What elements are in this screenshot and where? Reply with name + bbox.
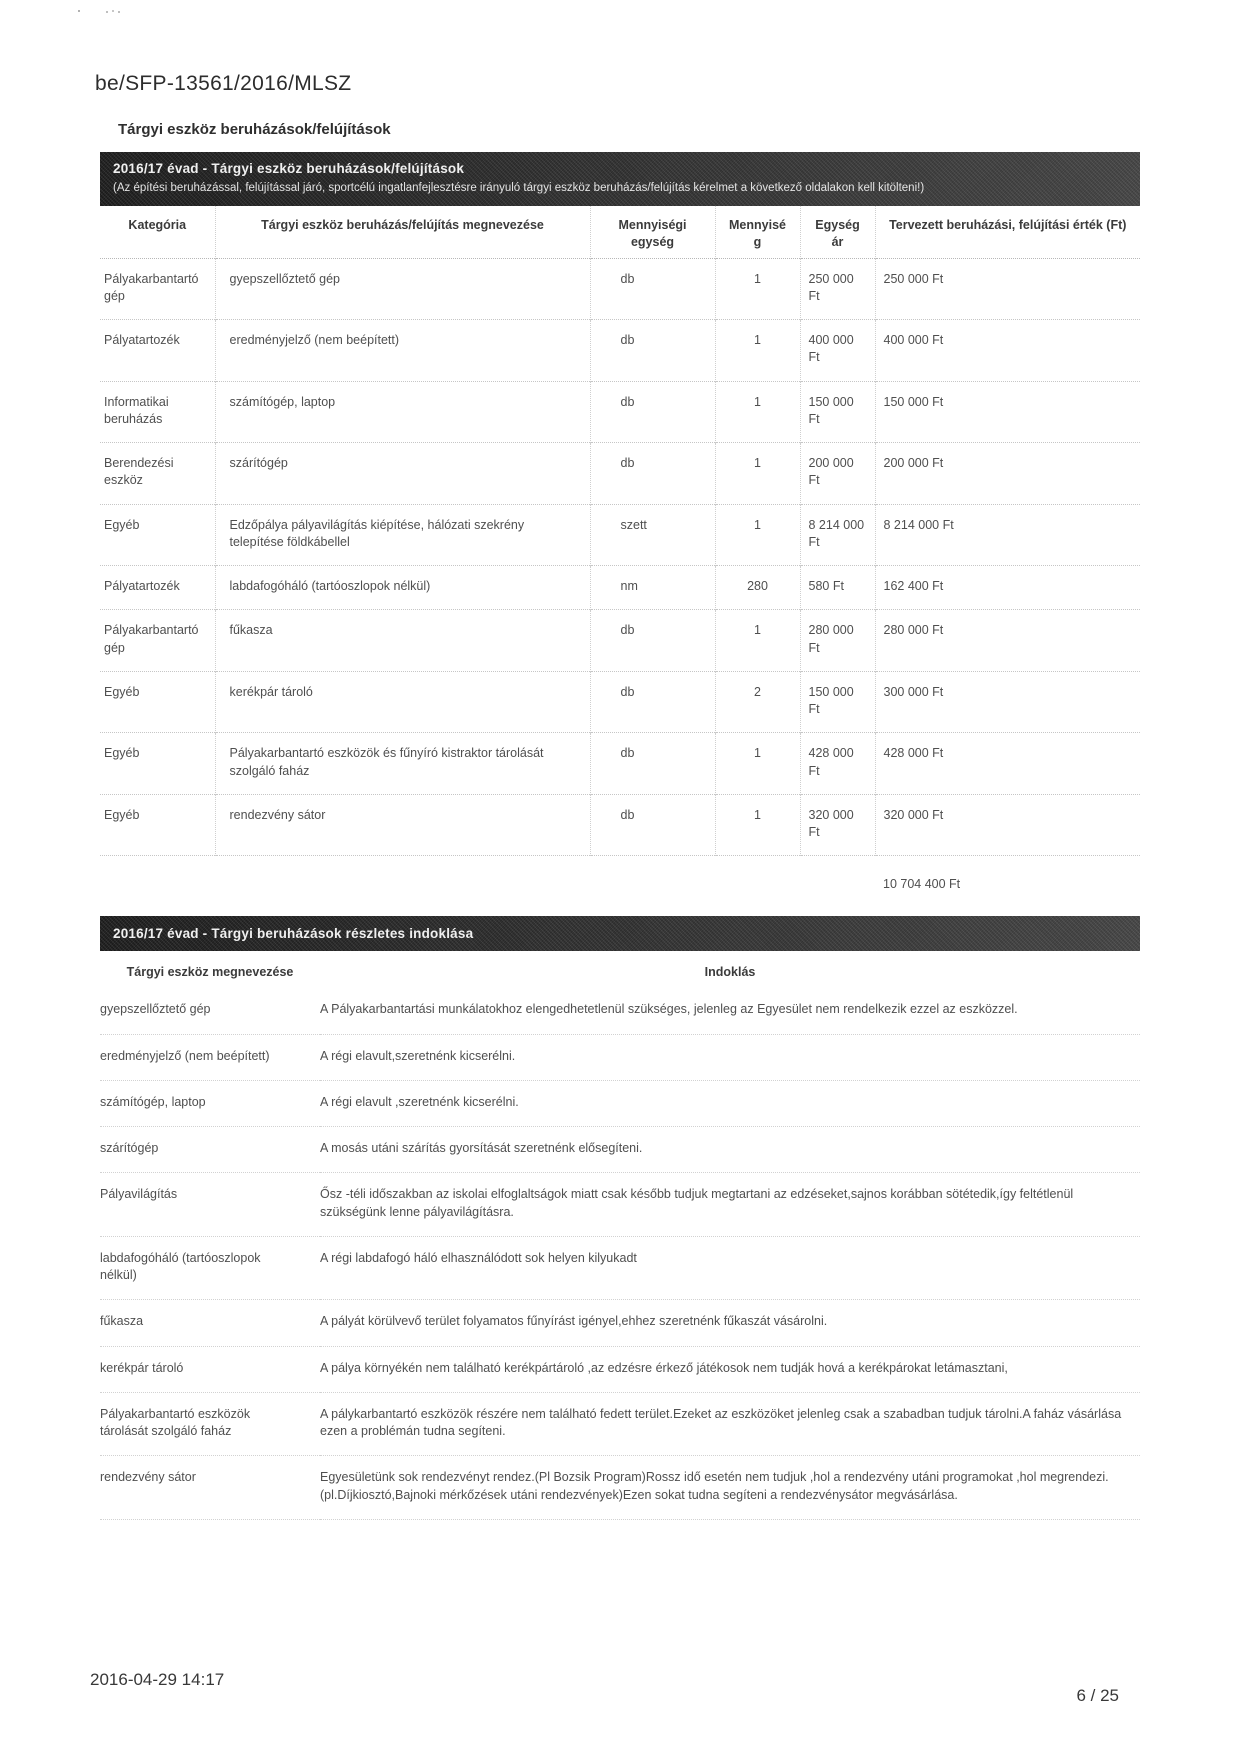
cell-unit-price: 150 000 Ft bbox=[800, 381, 875, 443]
cell-value: 400 000 Ft bbox=[875, 320, 1140, 382]
cell-name: Pályakarbantartó eszközök és fűnyíró kistraktor tárolását szolgáló faház bbox=[215, 733, 590, 795]
investments-table bbox=[100, 206, 1140, 904]
cell-justification: A Pályakarbantartási munkálatokhoz elengedhetetlenül szükséges, jelenleg az Egyesület nem rendelkezik ezzel az eszközzel. bbox=[320, 1002, 1018, 1017]
cell-justification: A mosás utáni szárítás gyorsítását szeretnénk elősegíteni. bbox=[320, 1141, 643, 1156]
cell-unit-price: 200 000 Ft bbox=[800, 443, 875, 505]
cell-name: számítógép, laptop bbox=[100, 1094, 206, 1109]
cell-justification: A pályát körülvevő terület folyamatos fűnyírást igényel,ehhez szeretnénk fűkaszát vásárolni. bbox=[320, 1314, 828, 1329]
cell-name: labdafogóháló (tartóoszlopok nélkül) bbox=[100, 1250, 261, 1283]
header-row bbox=[100, 951, 1140, 989]
cell-value: 280 000 Ft bbox=[875, 610, 1140, 672]
cell-value: 320 000 Ft bbox=[875, 794, 1140, 856]
cell-name: eredményjelző (nem beépített) bbox=[100, 1048, 270, 1063]
investments-table-footer bbox=[100, 856, 1140, 904]
cell-unit: db bbox=[590, 794, 715, 856]
col-header-justification: Indoklás bbox=[704, 964, 756, 979]
cell-name: fűkasza bbox=[215, 610, 590, 672]
col-header-unit-price: Egységár bbox=[800, 206, 875, 258]
justification-row bbox=[100, 1236, 1140, 1300]
investments-band bbox=[100, 152, 1140, 206]
total-row bbox=[100, 856, 1140, 904]
cell-justification: A régi elavult ,szeretnénk kicserélni. bbox=[320, 1094, 519, 1109]
cell-category: Berendezési eszköz bbox=[104, 456, 174, 488]
investment-row bbox=[100, 443, 1140, 505]
cell-value: 300 000 Ft bbox=[875, 671, 1140, 733]
cell-category: Pályakarbantartó gép bbox=[104, 271, 199, 303]
cell-name: fűkasza bbox=[100, 1314, 144, 1329]
col-header-asset-name: Tárgyi eszköz beruházás/felújítás megnevezése bbox=[215, 206, 590, 258]
cell-unit-price: 320 000 Ft bbox=[800, 794, 875, 856]
investments-table-header bbox=[100, 206, 1140, 258]
cell-name: kerékpár tároló bbox=[100, 1360, 184, 1375]
investment-row bbox=[100, 566, 1140, 610]
document-reference: be/SFP-13561/2016/MLSZ bbox=[95, 72, 352, 95]
cell-name: rendezvény sátor bbox=[100, 1470, 196, 1485]
cell-unit: db bbox=[590, 320, 715, 382]
cell-category: Egyéb bbox=[104, 746, 140, 761]
investment-row bbox=[100, 381, 1140, 443]
cell-category: Pályatartozék bbox=[104, 579, 180, 594]
justification-table bbox=[100, 951, 1140, 1520]
justification-row bbox=[100, 1300, 1140, 1346]
cell-name: Pályavilágítás bbox=[100, 1187, 178, 1202]
investment-row bbox=[100, 794, 1140, 856]
cell-category: Pályatartozék bbox=[104, 333, 180, 348]
cell-quantity: 1 bbox=[715, 610, 800, 672]
investments-section bbox=[100, 152, 1140, 904]
investments-band-title: 2016/17 évad - Tárgyi eszköz beruházások/felújítások bbox=[113, 161, 465, 176]
cell-category: Informatikai beruházás bbox=[104, 394, 169, 426]
cell-unit: db bbox=[590, 610, 715, 672]
justification-band bbox=[100, 916, 1140, 951]
total-value: 10 704 400 Ft bbox=[883, 877, 961, 892]
header-row bbox=[100, 206, 1140, 258]
col-header-quantity: Mennyiség bbox=[715, 206, 800, 258]
cell-justification: Egyesületünk sok rendezvényt rendez.(Pl Bozsik Program)Rossz idő esetén nem tudjuk ,hol a rendezvény utáni programokat ,hol megrendezi.(pl.Díjkiosztó,Bajnoki mérkőzések utáni rendezvények)Ezen sokat tudna segíteni a rendezvénysátor megvásárlása. bbox=[320, 1470, 1109, 1502]
cell-unit-price: 580 Ft bbox=[800, 566, 875, 610]
cell-name: Edzőpálya pályavilágítás kiépítése, hálózati szekrény telepítése földkábellel bbox=[215, 504, 590, 566]
cell-value: 162 400 Ft bbox=[875, 566, 1140, 610]
cell-category: Pályakarbantartó gép bbox=[104, 623, 199, 655]
cell-quantity: 1 bbox=[715, 381, 800, 443]
cell-name: gyepszellőztető gép bbox=[215, 258, 590, 320]
col-header-planned-value: Tervezett beruházási, felújítási érték (Ft) bbox=[875, 206, 1140, 258]
cell-quantity: 1 bbox=[715, 258, 800, 320]
investment-row bbox=[100, 320, 1140, 382]
total-spacer bbox=[100, 856, 875, 904]
cell-justification: Ősz -téli időszakban az iskolai elfoglaltságok miatt csak később tudjuk megtartani az edzéseket,sajnos korábban sötétedik,így feltétlenül szükségünk lenne pályavilágításra. bbox=[320, 1187, 1074, 1219]
justification-row bbox=[100, 1034, 1140, 1080]
investment-row bbox=[100, 733, 1140, 795]
cell-justification: A régi labdafogó háló elhasználódott sok helyen kilyukadt bbox=[320, 1250, 637, 1265]
col-header-asset-name: Tárgyi eszköz megnevezése bbox=[126, 964, 294, 979]
col-header-category: Kategória bbox=[128, 217, 187, 232]
cell-unit: szett bbox=[590, 504, 715, 566]
investments-band-note: (Az építési beruházással, felújítással járó, sportcélú ingatlanfejlesztésre irányuló tárgyi eszköz beruházás/felújítás kérelmet a következő oldalakon kell kitölteni!) bbox=[113, 182, 925, 194]
cell-value: 150 000 Ft bbox=[875, 381, 1140, 443]
cell-value: 428 000 Ft bbox=[875, 733, 1140, 795]
investment-row bbox=[100, 610, 1140, 672]
page-number: 6 / 25 bbox=[1076, 1686, 1119, 1705]
cell-unit-price: 400 000 Ft bbox=[800, 320, 875, 382]
cell-quantity: 1 bbox=[715, 504, 800, 566]
justification-row bbox=[100, 1456, 1140, 1520]
cell-quantity: 1 bbox=[715, 794, 800, 856]
cell-value: 250 000 Ft bbox=[875, 258, 1140, 320]
cell-unit: db bbox=[590, 258, 715, 320]
justification-row bbox=[100, 1173, 1140, 1237]
cell-name: számítógép, laptop bbox=[215, 381, 590, 443]
page-content bbox=[100, 152, 1140, 1520]
investment-row bbox=[100, 671, 1140, 733]
cell-unit: db bbox=[590, 443, 715, 505]
cell-quantity: 1 bbox=[715, 733, 800, 795]
justification-section bbox=[100, 916, 1140, 1520]
cell-unit-price: 280 000 Ft bbox=[800, 610, 875, 672]
cell-name: labdafogóháló (tartóoszlopok nélkül) bbox=[215, 566, 590, 610]
cell-unit: db bbox=[590, 733, 715, 795]
cell-unit: nm bbox=[590, 566, 715, 610]
cell-unit-price: 250 000 Ft bbox=[800, 258, 875, 320]
cell-category: Egyéb bbox=[104, 684, 140, 699]
cell-value: 8 214 000 Ft bbox=[875, 504, 1140, 566]
cell-justification: A régi elavult,szeretnénk kicserélni. bbox=[320, 1048, 516, 1063]
cell-unit-price: 150 000 Ft bbox=[800, 671, 875, 733]
justification-row bbox=[100, 1346, 1140, 1392]
cell-unit-price: 428 000 Ft bbox=[800, 733, 875, 795]
cell-name: szárítógép bbox=[215, 443, 590, 505]
investment-row bbox=[100, 258, 1140, 320]
cell-quantity: 280 bbox=[715, 566, 800, 610]
cell-justification: A pálykarbantartó eszközök részére nem található fedett terület.Ezeket az eszközöket jelenleg csak a szabadban tudjuk tárolni.A faház vásárlása ezen a problémán tudna segíteni. bbox=[320, 1406, 1122, 1439]
justification-row bbox=[100, 988, 1140, 1034]
cell-quantity: 1 bbox=[715, 443, 800, 505]
cell-justification: A pálya környékén nem található kerékpártároló ,az edzésre érkező játékosok nem tudják hová a kerékpárokat letámasztani, bbox=[320, 1360, 1008, 1375]
justification-band-title: 2016/17 évad - Tárgyi beruházások részletes indoklása bbox=[113, 925, 474, 941]
cell-unit: db bbox=[590, 671, 715, 733]
justification-row bbox=[100, 1080, 1140, 1126]
cell-value: 200 000 Ft bbox=[875, 443, 1140, 505]
investments-table-body bbox=[100, 258, 1140, 856]
cell-quantity: 2 bbox=[715, 671, 800, 733]
cell-name: gyepszellőztető gép bbox=[100, 1002, 211, 1017]
cell-name: szárítógép bbox=[100, 1141, 159, 1156]
cell-category: Egyéb bbox=[104, 517, 140, 532]
investment-row bbox=[100, 504, 1140, 566]
justification-table-header bbox=[100, 951, 1140, 989]
cell-name: Pályakarbantartó eszközök tárolását szolgáló faház bbox=[100, 1406, 251, 1439]
page-title: Tárgyi eszköz beruházások/felújítások bbox=[118, 121, 391, 138]
cell-category: Egyéb bbox=[104, 807, 140, 822]
justification-row bbox=[100, 1127, 1140, 1173]
cell-name: rendezvény sátor bbox=[215, 794, 590, 856]
cell-name: kerékpár tároló bbox=[215, 671, 590, 733]
justification-row bbox=[100, 1392, 1140, 1456]
cell-unit-price: 8 214 000 Ft bbox=[800, 504, 875, 566]
cell-quantity: 1 bbox=[715, 320, 800, 382]
scan-artifact-dots bbox=[78, 10, 80, 12]
justification-table-body bbox=[100, 988, 1140, 1519]
print-datetime: 2016-04-29 14:17 bbox=[90, 1670, 225, 1689]
col-header-unit-type: Mennyiségi egység bbox=[590, 206, 715, 258]
cell-unit: db bbox=[590, 381, 715, 443]
cell-name: eredményjelző (nem beépített) bbox=[215, 320, 590, 382]
